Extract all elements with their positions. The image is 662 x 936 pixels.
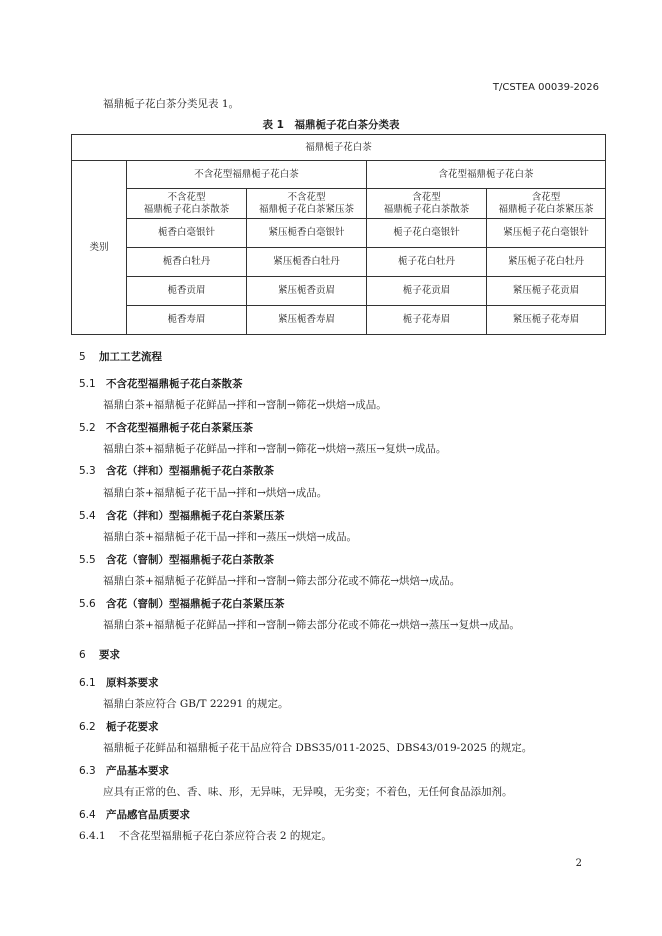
subsection-heading: 5.5 含花（窨制）型福鼎栀子花白茶散茶 [79, 554, 274, 566]
requirement-text: 福鼎栀子花鲜品和福鼎栀子花干品应符合 DBS35/011-2025、DBS43/019-2025 的规定。 [103, 742, 533, 754]
table-cell: 紧压栀子花白牡丹 [487, 248, 606, 277]
table-row [72, 161, 606, 189]
table-cell: 栀子花寿眉 [367, 306, 487, 335]
table-row [72, 135, 606, 161]
subsection-heading: 5.3 含花（拌和）型福鼎栀子花白茶散茶 [79, 465, 274, 477]
requirement-text: 应具有正常的色、香、味、形，无异味，无异嗅，无劣变；不着色，无任何食品添加剂。 [103, 786, 513, 798]
table-cell: 紧压栀子花贡眉 [487, 277, 606, 306]
subsection-heading: 6.2 栀子花要求 [79, 721, 159, 733]
table-row [72, 189, 606, 219]
requirement-text: 福鼎白茶应符合 GB/T 22291 的规定。 [103, 698, 289, 710]
section-heading: 6 要求 [79, 649, 120, 661]
requirement-text: 6.4.1 不含花型福鼎栀子花白茶应符合表 2 的规定。 [79, 830, 332, 842]
sub-header: 含花型 福鼎栀子花白茶散茶 [367, 189, 487, 219]
sub-header: 不含花型 福鼎栀子花白茶散茶 [127, 189, 247, 219]
subsection-heading: 5.4 含花（拌和）型福鼎栀子花白茶紧压茶 [79, 510, 285, 522]
table-top-header: 福鼎栀子花白茶 [72, 135, 606, 161]
table-row [72, 248, 606, 277]
sub-header: 含花型 福鼎栀子花白茶紧压茶 [487, 189, 606, 219]
subsection-heading: 5.6 含花（窨制）型福鼎栀子花白茶紧压茶 [79, 598, 285, 610]
table-cell: 栀香寿眉 [127, 306, 247, 335]
sub-header: 不含花型 福鼎栀子花白茶紧压茶 [247, 189, 367, 219]
group-header-with-flower: 含花型福鼎栀子花白茶 [367, 161, 606, 189]
process-text: 福鼎白茶+福鼎栀子花鲜品→拌和→窨制→筛去部分花或不筛花→烘焙→蒸压→复烘→成品。 [103, 619, 520, 631]
subsection-heading: 5.1 不含花型福鼎栀子花白茶散茶 [79, 378, 243, 390]
process-text: 福鼎白茶+福鼎栀子花鲜品→拌和→窨制→筛去部分花或不筛花→烘焙→成品。 [103, 575, 461, 587]
table-cell: 紧压栀子花寿眉 [487, 306, 606, 335]
table-cell: 栀子花白毫银针 [367, 219, 487, 248]
process-text: 福鼎白茶+福鼎栀子花鲜品→拌和→窨制→筛花→烘焙→蒸压→复烘→成品。 [103, 443, 447, 455]
page-number: 2 [575, 858, 582, 869]
subsection-heading: 6.1 原料茶要求 [79, 677, 159, 689]
table-cell: 栀香白毫银针 [127, 219, 247, 248]
table-cell: 紧压栀香白毫银针 [247, 219, 367, 248]
table-cell: 栀香贡眉 [127, 277, 247, 306]
table-row [72, 219, 606, 248]
table-cell: 紧压栀香寿眉 [247, 306, 367, 335]
table-cell: 紧压栀子花白毫银针 [487, 219, 606, 248]
table-row [72, 306, 606, 335]
subsection-heading: 6.4 产品感官品质要求 [79, 809, 190, 821]
classification-table [71, 134, 606, 335]
process-text: 福鼎白茶+福鼎栀子花鲜品→拌和→窨制→筛花→烘焙→成品。 [103, 399, 387, 411]
table-cell: 栀子花贡眉 [367, 277, 487, 306]
subsection-heading: 6.3 产品基本要求 [79, 765, 169, 777]
subsection-heading: 5.2 不含花型福鼎栀子花白茶紧压茶 [79, 422, 253, 434]
row-label-category: 类别 [72, 161, 127, 335]
section-heading: 5 加工工艺流程 [79, 351, 162, 363]
intro-text: 福鼎栀子花白茶分类见表 1。 [103, 98, 240, 110]
table-row [72, 277, 606, 306]
table-cell: 紧压栀香贡眉 [247, 277, 367, 306]
table-cell: 栀子花白牡丹 [367, 248, 487, 277]
group-header-no-flower: 不含花型福鼎栀子花白茶 [127, 161, 367, 189]
table-cell: 栀香白牡丹 [127, 248, 247, 277]
table-caption: 表 1 福鼎栀子花白茶分类表 [262, 119, 400, 131]
document-code: T/CSTEA 00039-2026 [492, 82, 599, 93]
process-text: 福鼎白茶+福鼎栀子花干品→拌和→蒸压→烘焙→成品。 [103, 531, 357, 543]
process-text: 福鼎白茶+福鼎栀子花干品→拌和→烘焙→成品。 [103, 487, 328, 499]
table-cell: 紧压栀香白牡丹 [247, 248, 367, 277]
